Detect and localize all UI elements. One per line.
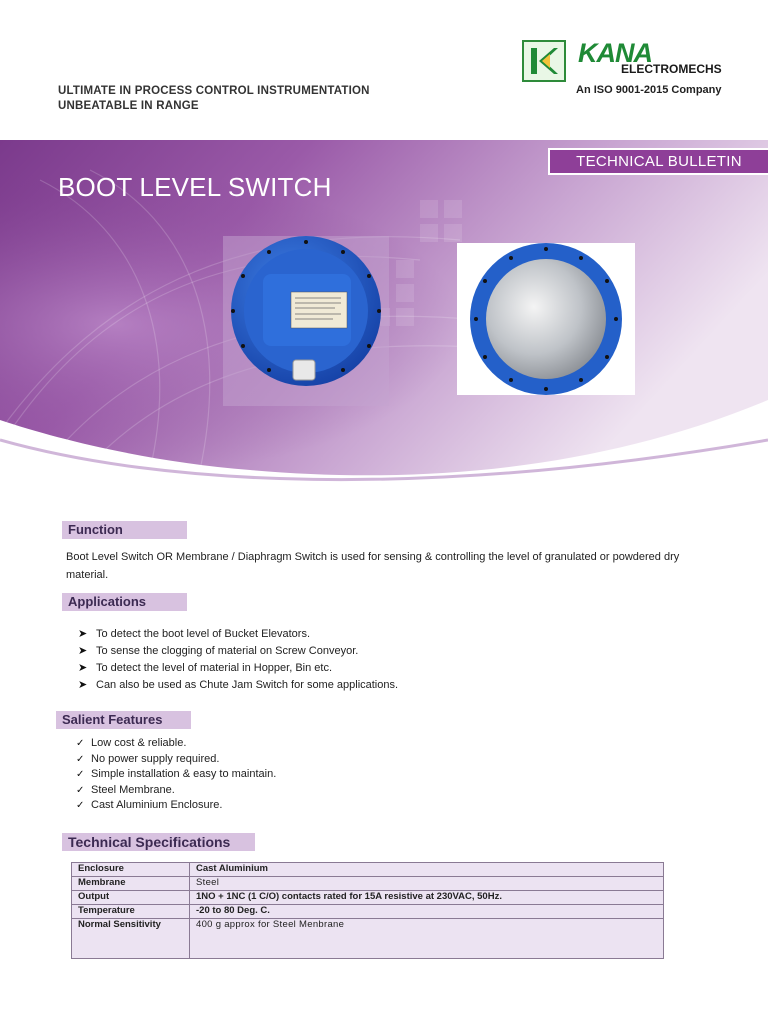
iso-certification: An ISO 9001-2015 Company xyxy=(576,84,722,96)
kana-logo-icon xyxy=(522,40,566,82)
spec-value: 400 g approx for Steel Menbrane xyxy=(190,919,664,959)
spec-key: Output xyxy=(72,891,190,905)
list-item: ✓ Simple installation & easy to maintain. xyxy=(76,767,276,783)
technical-bulletin-badge: TECHNICAL BULLETIN xyxy=(548,148,768,175)
product-photo-enclosure xyxy=(223,236,389,406)
page-title: BOOT LEVEL SWITCH xyxy=(58,172,332,202)
arrow-bullet-icon: ➤ xyxy=(78,679,88,691)
check-icon: ✓ xyxy=(76,769,85,780)
tagline-line-1: ULTIMATE IN PROCESS CONTROL INSTRUMENTATION xyxy=(58,85,370,97)
spec-key: Normal Sensitivity xyxy=(72,919,190,959)
arrow-bullet-icon: ➤ xyxy=(78,662,88,674)
list-item: ➤ Can also be used as Chute Jam Switch for some applications. xyxy=(78,677,398,694)
brand-subtitle: ELECTROMECHS xyxy=(621,62,722,76)
table-row xyxy=(72,877,664,891)
table-row xyxy=(72,891,664,905)
applications-heading: Applications xyxy=(62,593,187,611)
table-row xyxy=(72,919,664,959)
arrow-bullet-icon: ➤ xyxy=(78,645,88,657)
list-item: ✓ No power supply required. xyxy=(76,752,276,768)
list-item: ✓ Low cost & reliable. xyxy=(76,736,276,752)
spec-value: -20 to 80 Deg. C. xyxy=(190,905,664,919)
arrow-bullet-icon: ➤ xyxy=(78,628,88,640)
spec-key: Temperature xyxy=(72,905,190,919)
product-photo-membrane xyxy=(457,243,635,395)
check-icon: ✓ xyxy=(76,784,85,796)
function-heading: Function xyxy=(62,521,187,539)
check-icon: ✓ xyxy=(76,738,85,749)
spec-value: 1NO + 1NC (1 C/O) contacts rated for 15A resistive at 230VAC, 50Hz. xyxy=(190,891,664,905)
list-item: ➤ To detect the level of material in Hopper, Bin etc. xyxy=(78,660,398,677)
list-item: ✓ Steel Membrane. xyxy=(76,783,276,799)
features-list xyxy=(76,736,276,814)
table-row xyxy=(72,905,664,919)
table-row xyxy=(72,863,664,877)
specs-table xyxy=(71,862,664,959)
brand-wordmark: KANA xyxy=(578,38,652,68)
features-heading: Salient Features xyxy=(56,711,191,729)
tagline xyxy=(58,84,370,114)
list-item: ➤ To detect the boot level of Bucket Elevators. xyxy=(78,626,398,643)
spec-value: Steel xyxy=(190,877,664,891)
spec-value: Cast Aluminium xyxy=(190,863,664,877)
check-icon: ✓ xyxy=(76,753,85,765)
specs-heading: Technical Specifications xyxy=(62,833,255,851)
check-icon: ✓ xyxy=(76,800,85,811)
function-text: Boot Level Switch OR Membrane / Diaphragm Switch is used for sensing & controlling the level of granulated or powdered dry material. xyxy=(66,551,680,581)
spec-key: Membrane xyxy=(72,877,190,891)
list-item: ✓ Cast Aluminium Enclosure. xyxy=(76,798,276,814)
tagline-line-2: UNBEATABLE IN RANGE xyxy=(58,100,199,112)
spec-key: Enclosure xyxy=(72,863,190,877)
applications-list xyxy=(78,626,398,694)
list-item: ➤ To sense the clogging of material on Screw Conveyor. xyxy=(78,643,398,660)
